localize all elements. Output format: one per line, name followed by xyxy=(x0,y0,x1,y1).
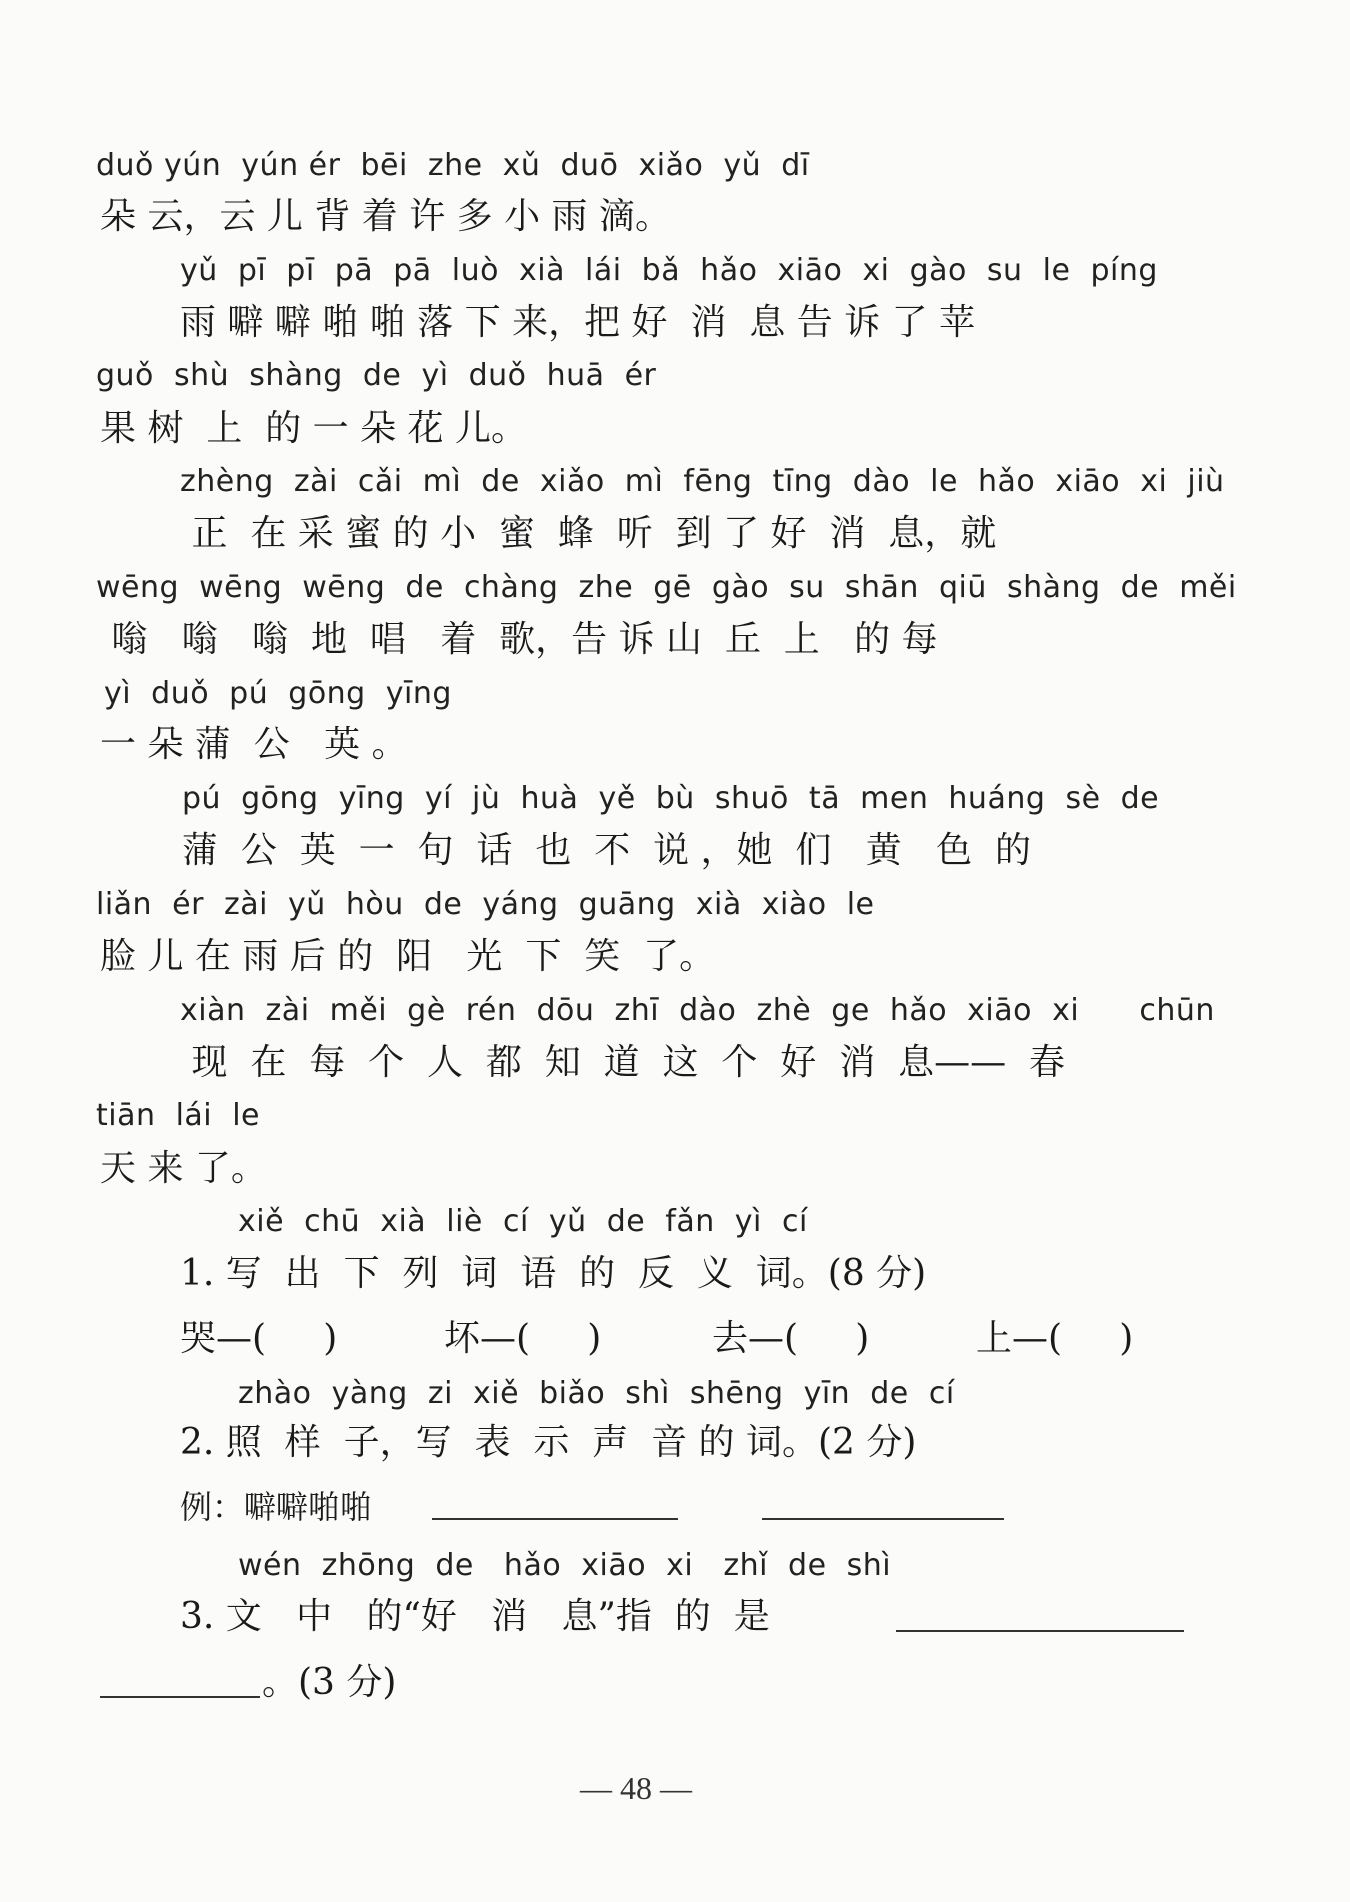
hanzi-line-9: 现 在 每 个 人 都 知 道 这 个 好 消 息—— 春 xyxy=(180,1042,1065,1083)
answer-blank-3a[interactable] xyxy=(896,1630,1184,1632)
answer-blank-2b[interactable] xyxy=(762,1518,1004,1520)
antonym-item-4[interactable]: 上—( ) xyxy=(976,1318,1134,1359)
question-1-prompt: 1. 写 出 下 列 词 语 的 反 义 词。(8 分) xyxy=(180,1253,927,1294)
pinyin-line-2: yǔ pī pī pā pā luò xià lái bǎ hǎo xiāo xi gào su le píng xyxy=(180,253,1158,288)
pinyin-line-1: duǒ yún yún ér bēi zhe xǔ duō xiǎo yǔ dī xyxy=(96,148,810,183)
hanzi-line-4: 正 在 采 蜜 的 小 蜜 蜂 听 到 了 好 消 息，就 xyxy=(180,513,997,554)
hanzi-line-6: 一 朵 蒲 公 英 。 xyxy=(100,724,408,765)
hanzi-line-1: 朵 云，云 儿 背 着 许 多 小 雨 滴。 xyxy=(100,196,671,237)
antonym-item-3[interactable]: 去—( ) xyxy=(712,1318,870,1359)
hanzi-line-5: 嗡 嗡 嗡 地 唱 着 歌，告 诉 山 丘 上 的 每 xyxy=(100,619,938,660)
question-3-pinyin: wén zhōng de hǎo xiāo xi zhǐ de shì xyxy=(238,1548,892,1583)
hanzi-line-2: 雨 噼 噼 啪 啪 落 下 来，把 好 消 息 告 诉 了 苹 xyxy=(180,302,976,343)
answer-blank-3b[interactable] xyxy=(100,1696,260,1698)
question-3-prompt: 3. 文 中 的“好 消 息”指 的 是 xyxy=(180,1596,770,1637)
pinyin-line-10: tiān lái le xyxy=(96,1098,260,1133)
hanzi-line-10: 天 来 了。 xyxy=(100,1148,267,1189)
pinyin-line-6: yì duǒ pú gōng yīng xyxy=(104,676,452,711)
pinyin-line-9: xiàn zài měi gè rén dōu zhī dào zhè ge hǎo xiāo xi chūn xyxy=(180,993,1215,1028)
pinyin-line-3: guǒ shù shàng de yì duǒ huā ér xyxy=(96,358,657,393)
question-2-example: 例：噼噼啪啪 xyxy=(180,1488,373,1526)
pinyin-line-8: liǎn ér zài yǔ hòu de yáng guāng xià xiào le xyxy=(96,887,875,922)
question-1-pinyin: xiě chū xià liè cí yǔ de fǎn yì cí xyxy=(238,1204,808,1239)
page-number: — 48 — xyxy=(580,1770,692,1806)
hanzi-line-8: 脸 儿 在 雨 后 的 阳 光 下 笑 了。 xyxy=(100,936,716,977)
antonym-item-2[interactable]: 坏—( ) xyxy=(444,1318,602,1359)
question-2-pinyin: zhào yàng zi xiě biǎo shì shēng yīn de cí xyxy=(238,1376,955,1411)
pinyin-line-7: pú gōng yīng yí jù huà yě bù shuō tā men huáng sè de xyxy=(182,781,1160,816)
hanzi-line-7: 蒲 公 英 一 句 话 也 不 说 ，她 们 黄 色 的 xyxy=(182,830,1031,871)
question-2-prompt: 2. 照 样 子，写 表 示 声 音 的 词。(2 分) xyxy=(180,1422,917,1463)
pinyin-line-5: wēng wēng wēng de chàng zhe gē gào su shān qiū shàng de měi xyxy=(96,570,1237,605)
question-3-score: 。(3 分) xyxy=(262,1662,397,1703)
antonym-item-1[interactable]: 哭—( ) xyxy=(180,1318,338,1359)
pinyin-line-4: zhèng zài cǎi mì de xiǎo mì fēng tīng dào le hǎo xiāo xi jiù xyxy=(180,464,1225,499)
answer-blank-2a[interactable] xyxy=(432,1518,678,1520)
hanzi-line-3: 果 树 上 的 一 朵 花 儿。 xyxy=(100,408,527,449)
